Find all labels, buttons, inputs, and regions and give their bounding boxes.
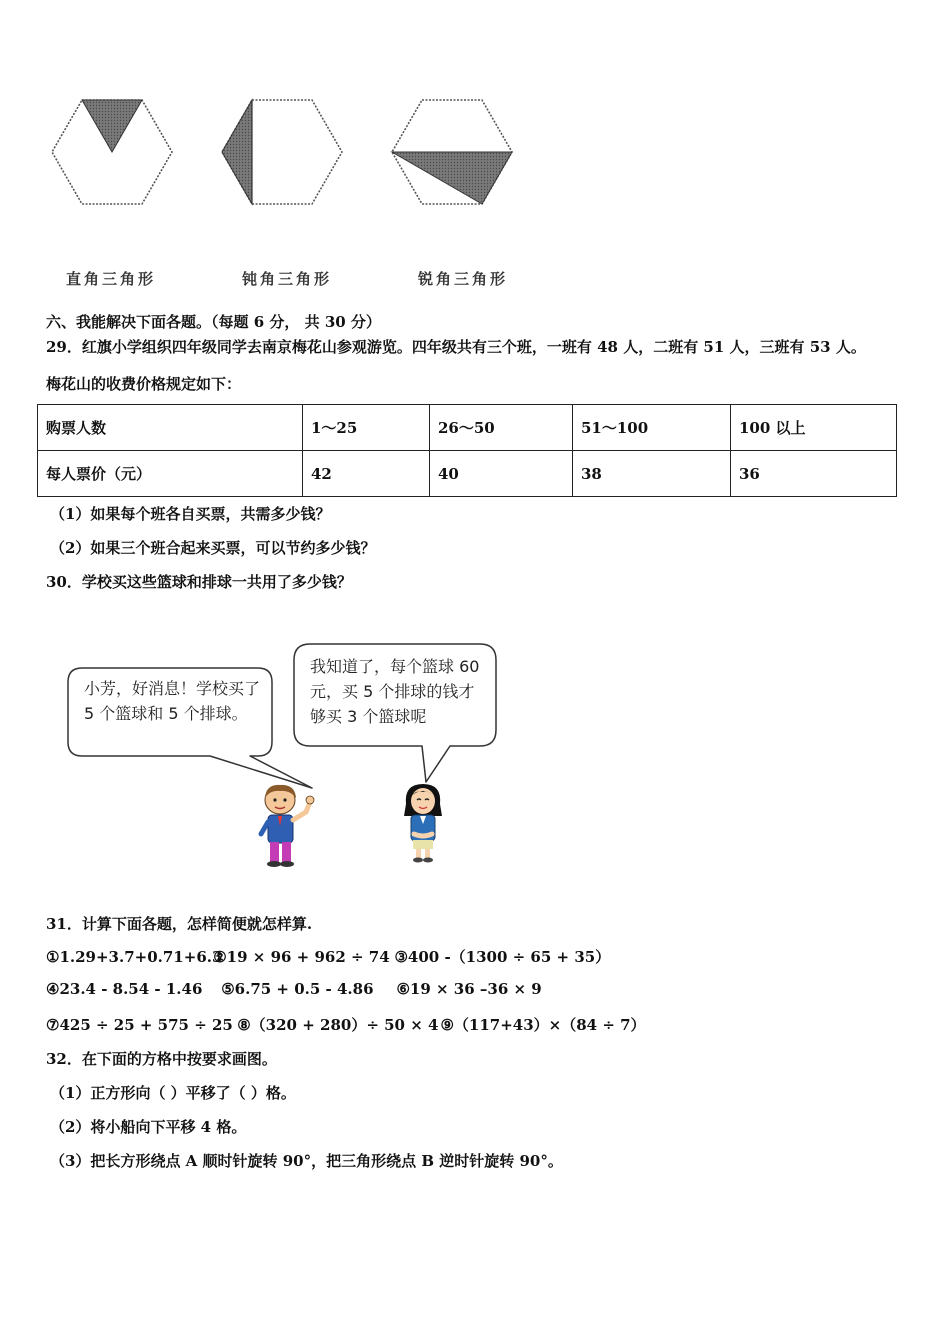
question-31-row-1 [46, 946, 610, 967]
formula: ③400 -（1300 ÷ 65 + 35） [394, 948, 611, 966]
left-bubble-line: 5 个篮球和 5 个排球。 [84, 704, 248, 723]
question-31-text: 31．计算下面各题，怎样简便就怎样算. [46, 915, 313, 933]
table-cell: 42 [303, 451, 430, 497]
question-32-sub-1: （1）正方形向（ ）平移了（ ）格。 [50, 1084, 296, 1102]
table-cell: 100 以上 [731, 405, 897, 451]
right-bubble-line: 元，买 5 个排球的钱才 [310, 682, 475, 701]
table-cell: 购票人数 [38, 405, 303, 451]
question-32-sub-3: （3）把长方形绕点 A 顺时针旋转 90°，把三角形绕点 B 逆时针旋转 90°。 [50, 1152, 563, 1170]
ticket-price-table [37, 404, 897, 497]
left-bubble-text [84, 676, 260, 726]
hexagon-right-triangle-figure [50, 92, 176, 214]
girl-cartoon [398, 782, 448, 864]
hexagon-acute-triangle-figure [390, 92, 516, 214]
question-31-row-3 [46, 1014, 646, 1035]
table-cell: 38 [573, 451, 731, 497]
shaded-acute-triangle [392, 152, 512, 204]
formula: ④23.4 - 8.54 - 1.46 [46, 980, 203, 998]
hexagon-obtuse-triangle-figure [220, 92, 346, 214]
formula: ⑥19 × 36 –36 × 9 [396, 980, 542, 998]
question-29-text: 29．红旗小学组织四年级同学去南京梅花山参观游览。四年级共有三个班，一班有 48 人，二班有 51 人，三班有 53 人。 [46, 338, 866, 356]
table-cell: 每人票价（元） [38, 451, 303, 497]
formula: ⑤6.75 + 0.5 - 4.86 [221, 980, 374, 998]
question-30-text: 30．学校买这些篮球和排球一共用了多少钱？ [46, 573, 352, 591]
table-cell: 51～100 [573, 405, 731, 451]
question-31-row-2 [46, 980, 542, 998]
formula: ⑦425 ÷ 25 + 575 ÷ 25 [46, 1016, 233, 1034]
hexagon-label-acute: 锐角三角形 [418, 270, 509, 288]
question-29-sub-2: （2）如果三个班合起来买票，可以节约多少钱？ [50, 539, 376, 557]
formula: ⑧（320 + 280）÷ 50 × 4 [237, 1016, 439, 1034]
table-cell: 1～25 [303, 405, 430, 451]
shaded-right-triangle [82, 100, 142, 152]
hexagon-label-obtuse: 钝角三角形 [242, 270, 333, 288]
section-6-title: 六、我能解决下面各题。（每题 6 分， 共 30 分） [46, 313, 381, 331]
boy-cartoon [252, 782, 318, 868]
table-row [38, 405, 897, 451]
question-29-intro: 梅花山的收费价格规定如下： [46, 375, 242, 393]
shaded-obtuse-triangle [222, 100, 252, 204]
question-32-sub-2: （2）将小船向下平移 4 格。 [50, 1118, 247, 1136]
formula: ⑨（117+43）×（84 ÷ 7） [440, 1016, 646, 1034]
question-29-sub-1: （1）如果每个班各自买票，共需多少钱？ [50, 505, 331, 523]
formula: ②19 × 96 + 962 ÷ 74 [213, 948, 390, 966]
left-bubble-line: 小芳，好消息！学校买了 [84, 679, 261, 698]
right-bubble-line: 我知道了，每个篮球 60 [310, 657, 480, 676]
right-bubble-line: 够买 3 个篮球呢 [310, 707, 427, 726]
table-row [38, 451, 897, 497]
formula: ①1.29+3.7+0.71+6.3 [46, 948, 223, 966]
hexagon-label-right: 直角三角形 [66, 270, 157, 288]
right-bubble-text [310, 654, 479, 729]
question-32-text: 32．在下面的方格中按要求画图。 [46, 1050, 277, 1068]
table-cell: 26～50 [430, 405, 573, 451]
table-cell: 40 [430, 451, 573, 497]
table-cell: 36 [731, 451, 897, 497]
